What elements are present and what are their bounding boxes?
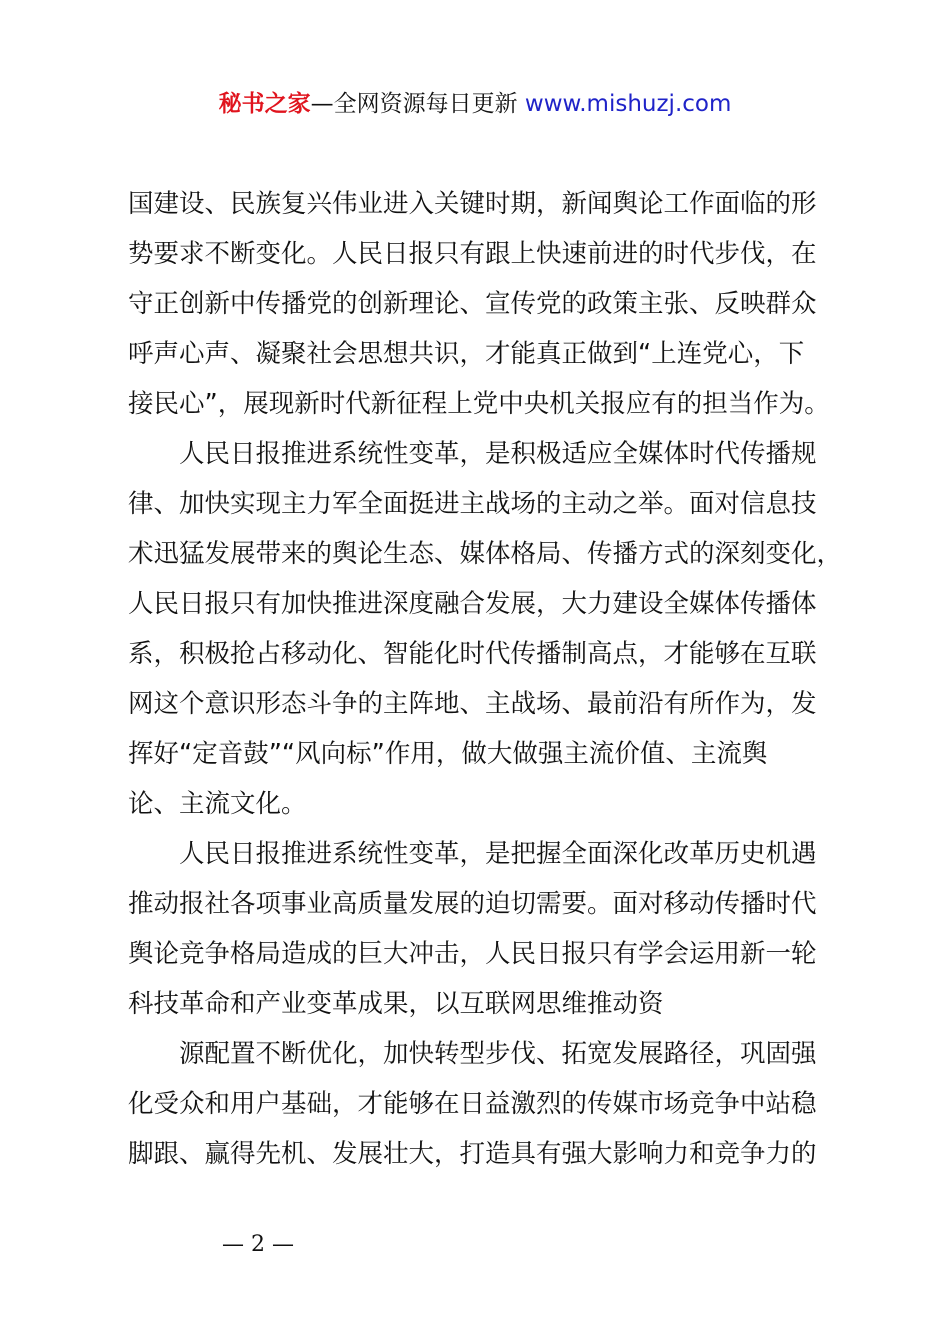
text-line: 律、加快实现主力军全面挺进主战场的主动之举。面对信息技 (128, 489, 817, 519)
paragraph-start-line: 人民日报推进系统性变革，是积极适应全媒体时代传播规 (179, 439, 817, 469)
paragraph-start-line: 源配置不断优化，加快转型步伐、拓宽发展路径，巩固强 (179, 1039, 817, 1069)
header-brand: 秘书之家 (218, 91, 311, 117)
text-line: 呼声心声、凝聚社会思想共识，才能真正做到“上连党心，下 (128, 339, 805, 369)
text-line: 舆论竞争格局造成的巨大冲击，人民日报只有学会运用新一轮 (128, 939, 817, 969)
site-header (0, 84, 950, 124)
text-line: 化受众和用户基础，才能够在日益激烈的传媒市场竞争中站稳 (128, 1089, 817, 1119)
text-line: 网这个意识形态斗争的主阵地、主战场、最前沿有所作为，发 (128, 689, 817, 719)
body-text (128, 179, 868, 1179)
header-tagline: —全网资源每日更新 (310, 91, 518, 117)
text-line: 国建设、民族复兴伟业进入关键时期，新闻舆论工作面临的形 (128, 189, 817, 219)
page-number: — 2 — (222, 1232, 294, 1257)
text-line: 科技革命和产业变革成果，以互联网思维推动资 (128, 989, 664, 1019)
text-line: 论、主流文化。 (128, 789, 307, 819)
text-line: 系，积极抢占移动化、智能化时代传播制高点，才能够在互联 (128, 639, 817, 669)
text-line: 术迅猛发展带来的舆论生态、媒体格局、传播方式的深刻变化， (128, 539, 843, 569)
text-line: 守正创新中传播党的创新理论、宣传党的政策主张、反映群众 (128, 289, 817, 319)
text-line: 势要求不断变化。人民日报只有跟上快速前进的时代步伐，在 (128, 239, 817, 269)
text-line: 推动报社各项事业高质量发展的迫切需要。面对移动传播时代 (128, 889, 817, 919)
text-line: 人民日报只有加快推进深度融合发展，大力建设全媒体传播体 (128, 589, 817, 619)
text-line: 接民心”，展现新时代新征程上党中央机关报应有的担当作为。 (128, 389, 830, 419)
text-line: 挥好“定音鼓”“风向标”作用，做大做强主流价值、主流舆 (128, 739, 768, 769)
header-url-link[interactable]: www.mishuzj.com (524, 91, 732, 117)
paragraph-start-line: 人民日报推进系统性变革，是把握全面深化改革历史机遇 (179, 839, 817, 869)
text-line: 脚跟、赢得先机、发展壮大，打造具有强大影响力和竞争力的 (128, 1139, 817, 1169)
